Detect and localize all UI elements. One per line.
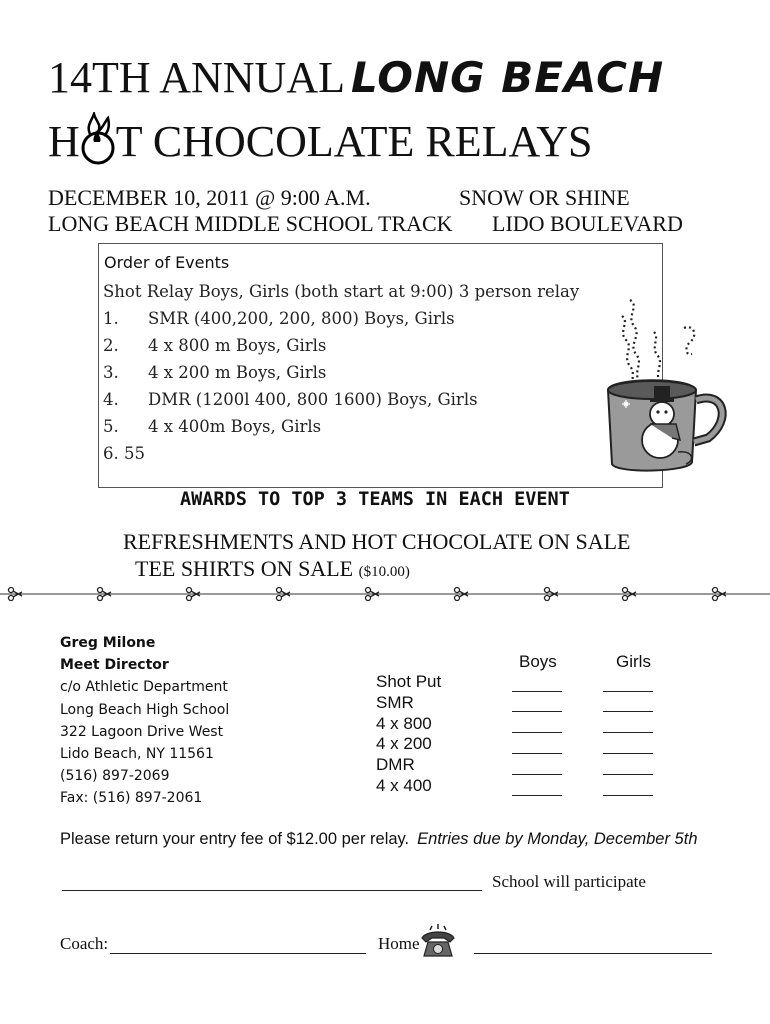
street: LIDO BOULEVARD [492, 211, 683, 236]
list-item: Shot Put [376, 672, 442, 691]
awards-heading: AWARDS TO TOP 3 TEAMS IN EACH EVENT [180, 489, 570, 510]
list-item: 6. 55 [103, 444, 145, 463]
title-line-2 [48, 114, 593, 170]
contact-fax: Fax: (516) 897-2061 [60, 790, 203, 807]
events-box-title: Order of Events [104, 253, 230, 272]
contact-block [60, 632, 229, 810]
girls-blank-4x800[interactable] [603, 732, 653, 733]
boys-blank-smr[interactable] [512, 711, 562, 712]
list-item: 4 x 400 [376, 775, 432, 795]
return-instructions [60, 830, 698, 849]
flame-icon [74, 112, 122, 168]
events-intro: Shot Relay Boys, Girls (both start at 9:00) 3 person relay [103, 282, 580, 301]
contact-line: Lido Beach, NY 11561 [60, 746, 214, 763]
due-date-text: Entries due by Monday, December 5th [417, 830, 698, 848]
tee-price: ($10.00) [358, 564, 410, 580]
title-h: H [48, 117, 80, 166]
school-label: School will participate [492, 872, 646, 891]
boys-blank-4x200[interactable] [512, 753, 562, 754]
list-item: 1. SMR (400,200, 200, 800) Boys, Girls [103, 309, 455, 328]
school-name-field[interactable] [62, 890, 482, 891]
home-phone-field[interactable] [474, 953, 712, 954]
contact-line: Long Beach High School [60, 701, 230, 718]
contact-role: Meet Director [60, 657, 169, 674]
telephone-icon [418, 924, 458, 958]
list-item: DMR [376, 755, 415, 775]
contact-line: 322 Lagoon Drive West [60, 723, 224, 740]
contact-phone: (516) 897-2069 [60, 768, 170, 785]
event-date: DECEMBER 10, 2011 @ 9:00 A.M. [48, 185, 371, 210]
title-rest: T CHOCOLATE RELAYS [115, 117, 593, 166]
boys-blank-4x400[interactable] [512, 795, 562, 796]
boys-blank-dmr[interactable] [512, 774, 562, 775]
return-fee-text: Please return your entry fee of $12.00 per relay. [60, 830, 410, 848]
list-item: 4 x 800 [376, 713, 432, 733]
coach-label: Coach: [60, 934, 109, 953]
contact-name: Greg Milone [60, 635, 156, 651]
title-line-1 [48, 50, 664, 106]
col-boys-header: Boys [519, 652, 557, 671]
list-item: 4. DMR (1200l 400, 800 1600) Boys, Girls [103, 390, 478, 409]
title-prefix: 14TH ANNUAL [48, 53, 345, 102]
girls-blank-shot-put[interactable] [603, 691, 653, 692]
list-item: 2. 4 x 800 m Boys, Girls [103, 336, 327, 355]
girls-blank-4x200[interactable] [603, 753, 653, 754]
list-item: SMR [376, 692, 414, 712]
list-item: 5. 4 x 400m Boys, Girls [103, 417, 322, 436]
girls-blank-smr[interactable] [603, 711, 653, 712]
venue: LONG BEACH MIDDLE SCHOOL TRACK [48, 211, 453, 236]
entry-events-list [376, 672, 441, 797]
tee-shirts-note: TEE SHIRTS ON SALE ($10.00) [135, 556, 410, 581]
refreshments-note: REFRESHMENTS AND HOT CHOCOLATE ON SALE [123, 529, 631, 554]
home-label: Home [378, 934, 420, 953]
hot-chocolate-mug-icon [600, 292, 730, 477]
col-girls-header: Girls [616, 652, 651, 671]
title-brand: LONG BEACH [350, 53, 665, 102]
contact-line: c/o Athletic Department [60, 679, 228, 696]
boys-blank-4x800[interactable] [512, 732, 562, 733]
girls-blank-dmr[interactable] [603, 774, 653, 775]
weather-note: SNOW OR SHINE [459, 185, 630, 210]
scissors-cut-line [0, 586, 770, 602]
list-item: 4 x 200 [376, 734, 432, 754]
girls-blank-4x400[interactable] [603, 795, 653, 796]
list-item: 3. 4 x 200 m Boys, Girls [103, 363, 327, 382]
coach-name-field[interactable] [110, 953, 366, 954]
boys-blank-shot-put[interactable] [512, 691, 562, 692]
